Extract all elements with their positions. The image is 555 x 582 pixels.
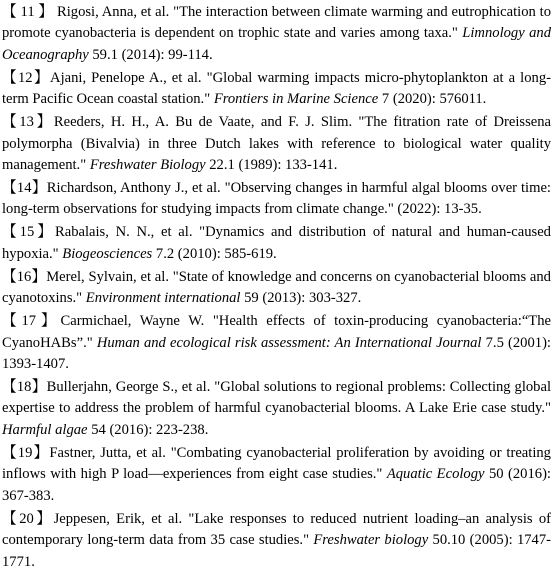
reference-item (2, 377, 551, 441)
reference-number: 【 11 】 (2, 4, 54, 20)
reference-text: Rabalais, N. N., et al. "Dynamics and distribution of natural and human-caused hypoxia." (2, 224, 551, 262)
reference-item (2, 2, 551, 66)
journal-name: Aquatic Ecology (386, 466, 485, 483)
journal-name: Limnology and Oceanography (2, 25, 552, 63)
reference-text: Jeppesen, Erik, et al. "Lake responses to reduced nutrient loading–an analysis of contemporary long-term data from 35 case studies." (2, 510, 551, 549)
reference-citation: 7.5 (2001): 1393-1407. (2, 334, 551, 373)
reference-item (2, 443, 551, 507)
reference-citation: 59.1 (2014): 99-114. (88, 46, 213, 63)
reference-text: Ajani, Penelope A., et al. "Global warming impacts micro-phytoplankton at a long-term Pacific Ocean coastal station." (2, 69, 551, 108)
reference-item (2, 178, 551, 221)
reference-number: 【17】 (2, 313, 61, 330)
journal-name: Biogeosciences (62, 245, 153, 262)
reference-item (2, 68, 551, 111)
reference-item (2, 509, 551, 573)
reference-text: Carmichael, Wayne W. "Health effects of toxin-producing cyanobacteria:“The CyanoHABs”." (2, 313, 551, 351)
reference-text: Bullerjahn, George S., et al. "Global solutions to regional problems: Collecting global expertise to address the problem of harmful cyanobacterial blooms. A Lake Erie case study." (2, 379, 551, 417)
reference-number: 【14】 (2, 180, 47, 197)
reference-citation: 59 (2013): 303-327. (240, 290, 362, 307)
journal-name: Freshwater biology (313, 532, 429, 549)
reference-citation: 50 (2016): 367-383. (2, 466, 551, 504)
reference-number: 【15】 (2, 224, 55, 241)
reference-citation: 7.2 (2010): 585-619. (152, 245, 277, 262)
journal-name: Freshwater Biology (89, 157, 206, 174)
reference-number: 【12】 (2, 69, 51, 86)
reference-item (2, 267, 551, 310)
reference-text: Fastner, Jutta, et al. "Combating cyanobacterial proliferation by avoiding or treating inflows with high P load—experiences from eight case studies." (2, 444, 551, 483)
reference-citation: 22.1 (1989): 133-141. (205, 157, 338, 174)
reference-text: Richardson, Anthony J., et al. "Observing changes in harmful algal blooms over time: long-term observations for studying impacts from climate change." (2022): 13-35. (2, 180, 551, 218)
journal-name: Frontiers in Marine Science (213, 91, 379, 108)
reference-citation: 50.10 (2005): 1747-1771. (2, 532, 552, 570)
reference-number: 【20】 (2, 510, 54, 527)
reference-citation: 54 (2016): 223-238. (87, 421, 209, 438)
journal-name: Human and ecological risk assessment: An International Journal (96, 334, 482, 351)
reference-number: 【19】 (2, 444, 50, 461)
journal-name: Environment international (85, 290, 241, 307)
reference-number: 【16】 (2, 268, 47, 285)
reference-text: Reeders, H. H., A. Bu de Vaate, and F. J. Slim. "The fitration rate of Dreissena polymorpha (Bivalvia) in three Dutch lakes with reference to biological water quality management." (2, 114, 551, 174)
reference-text: Merel, Sylvain, et al. "State of knowledge and concerns on cyanobacterial blooms and cyanotoxins." (2, 268, 551, 307)
reference-number: 【18】 (2, 379, 47, 396)
reference-text: Rigosi, Anna, et al. "The interaction between climate warming and eutrophication to promote cyanobacteria is dependent on trophic state and varies among taxa." (2, 4, 551, 42)
reference-number: 【13】 (2, 114, 54, 131)
reference-citation: 7 (2020): 576011. (378, 91, 487, 108)
reference-item (2, 222, 551, 265)
journal-name: Harmful algae (2, 421, 88, 438)
reference-item (2, 311, 551, 375)
reference-item (2, 112, 551, 176)
